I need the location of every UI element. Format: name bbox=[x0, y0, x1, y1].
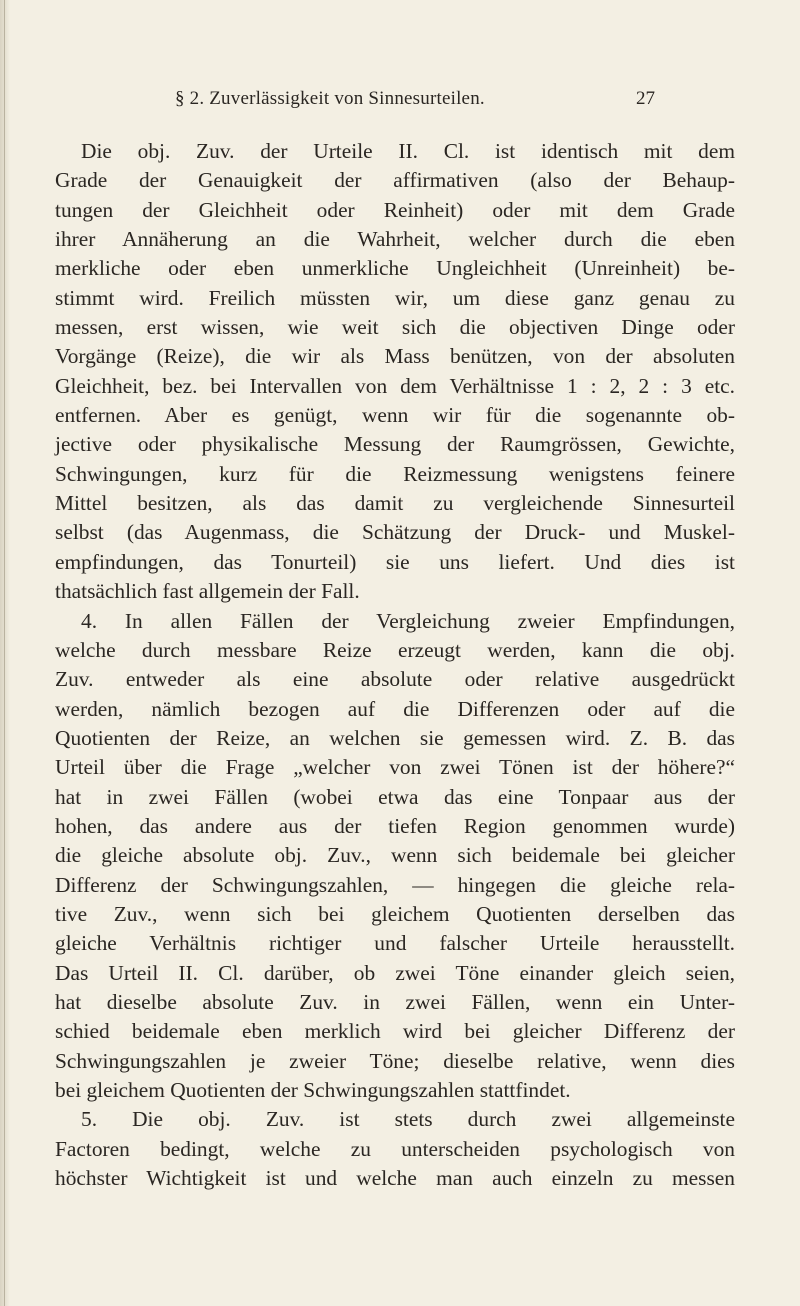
text-line: hat in zwei Fällen (wobei etwa das eine Tonpaar aus der bbox=[55, 784, 735, 809]
text-line: Grade der Genauigkeit der affirmativen (also der Behaup- bbox=[55, 168, 735, 193]
text-line: Urteil über die Frage „welcher von zwei Tönen ist der höhere?“ bbox=[55, 755, 735, 780]
page-number: 27 bbox=[636, 88, 655, 109]
text-line: hohen, das andere aus der tiefen Region genommen wurde) bbox=[55, 813, 735, 838]
page-edge-shadow bbox=[0, 0, 10, 1306]
text-line: 5. Die obj. Zuv. ist stets durch zwei allgemeinste bbox=[81, 1107, 735, 1132]
text-line: thatsächlich fast allgemein der Fall. bbox=[55, 579, 360, 604]
text-line: bei gleichem Quotienten der Schwingungszahlen stattfindet. bbox=[55, 1078, 571, 1102]
text-line: hat dieselbe absolute Zuv. in zwei Fällen, wenn ein Unter- bbox=[55, 989, 735, 1014]
text-line: Vorgänge (Reize), die wir als Mass benützen, von der absoluten bbox=[55, 344, 735, 369]
text-line: Quotienten der Reize, an welchen sie gemessen wird. Z. B. das bbox=[55, 725, 735, 750]
section-title: § 2. Zuverlässigkeit von Sinnesurteilen. bbox=[175, 88, 485, 109]
text-line: Das Urteil II. Cl. darüber, ob zwei Töne einander gleich seien, bbox=[55, 960, 735, 985]
text-line: höchster Wichtigkeit ist und welche man auch einzeln zu messen bbox=[55, 1166, 735, 1191]
text-line: ihrer Annäherung an die Wahrheit, welcher durch die eben bbox=[55, 227, 735, 252]
text-line: Gleichheit, bez. bei Intervallen von dem Verhältnisse 1 : 2, 2 : 3 etc. bbox=[55, 373, 735, 398]
text-line: Factoren bedingt, welche zu unterscheiden psychologisch von bbox=[55, 1136, 735, 1161]
text-line: tungen der Gleichheit oder Reinheit) oder mit dem Grade bbox=[55, 197, 735, 222]
text-line: Schwingungszahlen je zweier Töne; dieselbe relative, wenn dies bbox=[55, 1048, 735, 1073]
text-line: tive Zuv., wenn sich bei gleichem Quotienten derselben das bbox=[55, 901, 735, 926]
text-line: schied beidemale eben merklich wird bei gleicher Differenz der bbox=[55, 1019, 735, 1044]
text-line: entfernen. Aber es genügt, wenn wir für die sogenannte ob- bbox=[55, 403, 735, 428]
text-line: welche durch messbare Reize erzeugt werden, kann die obj. bbox=[55, 637, 735, 662]
text-line: Schwingungen, kurz für die Reizmessung wenigstens feinere bbox=[55, 461, 735, 486]
text-line: Differenz der Schwingungszahlen, — hingegen die gleiche rela- bbox=[55, 872, 735, 897]
text-line: gleiche Verhältnis richtiger und falscher Urteile herausstellt. bbox=[55, 931, 735, 956]
text-line: merkliche oder eben unmerkliche Ungleichheit (Unreinheit) be- bbox=[55, 256, 735, 281]
body-text bbox=[55, 137, 735, 1193]
running-header bbox=[175, 88, 655, 112]
text-line: stimmt wird. Freilich müssten wir, um diese ganz genau zu bbox=[55, 285, 735, 310]
text-line: werden, nämlich bezogen auf die Differenzen oder auf die bbox=[55, 696, 735, 721]
text-line: 4. In allen Fällen der Vergleichung zweier Empfindungen, bbox=[81, 608, 735, 633]
text-line: die gleiche absolute obj. Zuv., wenn sich beidemale bei gleicher bbox=[55, 843, 735, 868]
page-edge-line bbox=[4, 0, 5, 1306]
text-line: messen, erst wissen, wie weit sich die objectiven Dinge oder bbox=[55, 315, 735, 340]
text-line: jective oder physikalische Messung der Raumgrössen, Gewichte, bbox=[55, 432, 735, 457]
text-line: Zuv. entweder als eine absolute oder relative ausgedrückt bbox=[55, 667, 735, 692]
text-line: Die obj. Zuv. der Urteile II. Cl. ist identisch mit dem bbox=[81, 139, 735, 163]
text-line: Mittel besitzen, als das damit zu vergleichende Sinnesurteil bbox=[55, 491, 735, 516]
text-line: empfindungen, das Tonurteil) sie uns liefert. Und dies ist bbox=[55, 549, 735, 574]
text-line: selbst (das Augenmass, die Schätzung der Druck- und Muskel- bbox=[55, 520, 735, 545]
